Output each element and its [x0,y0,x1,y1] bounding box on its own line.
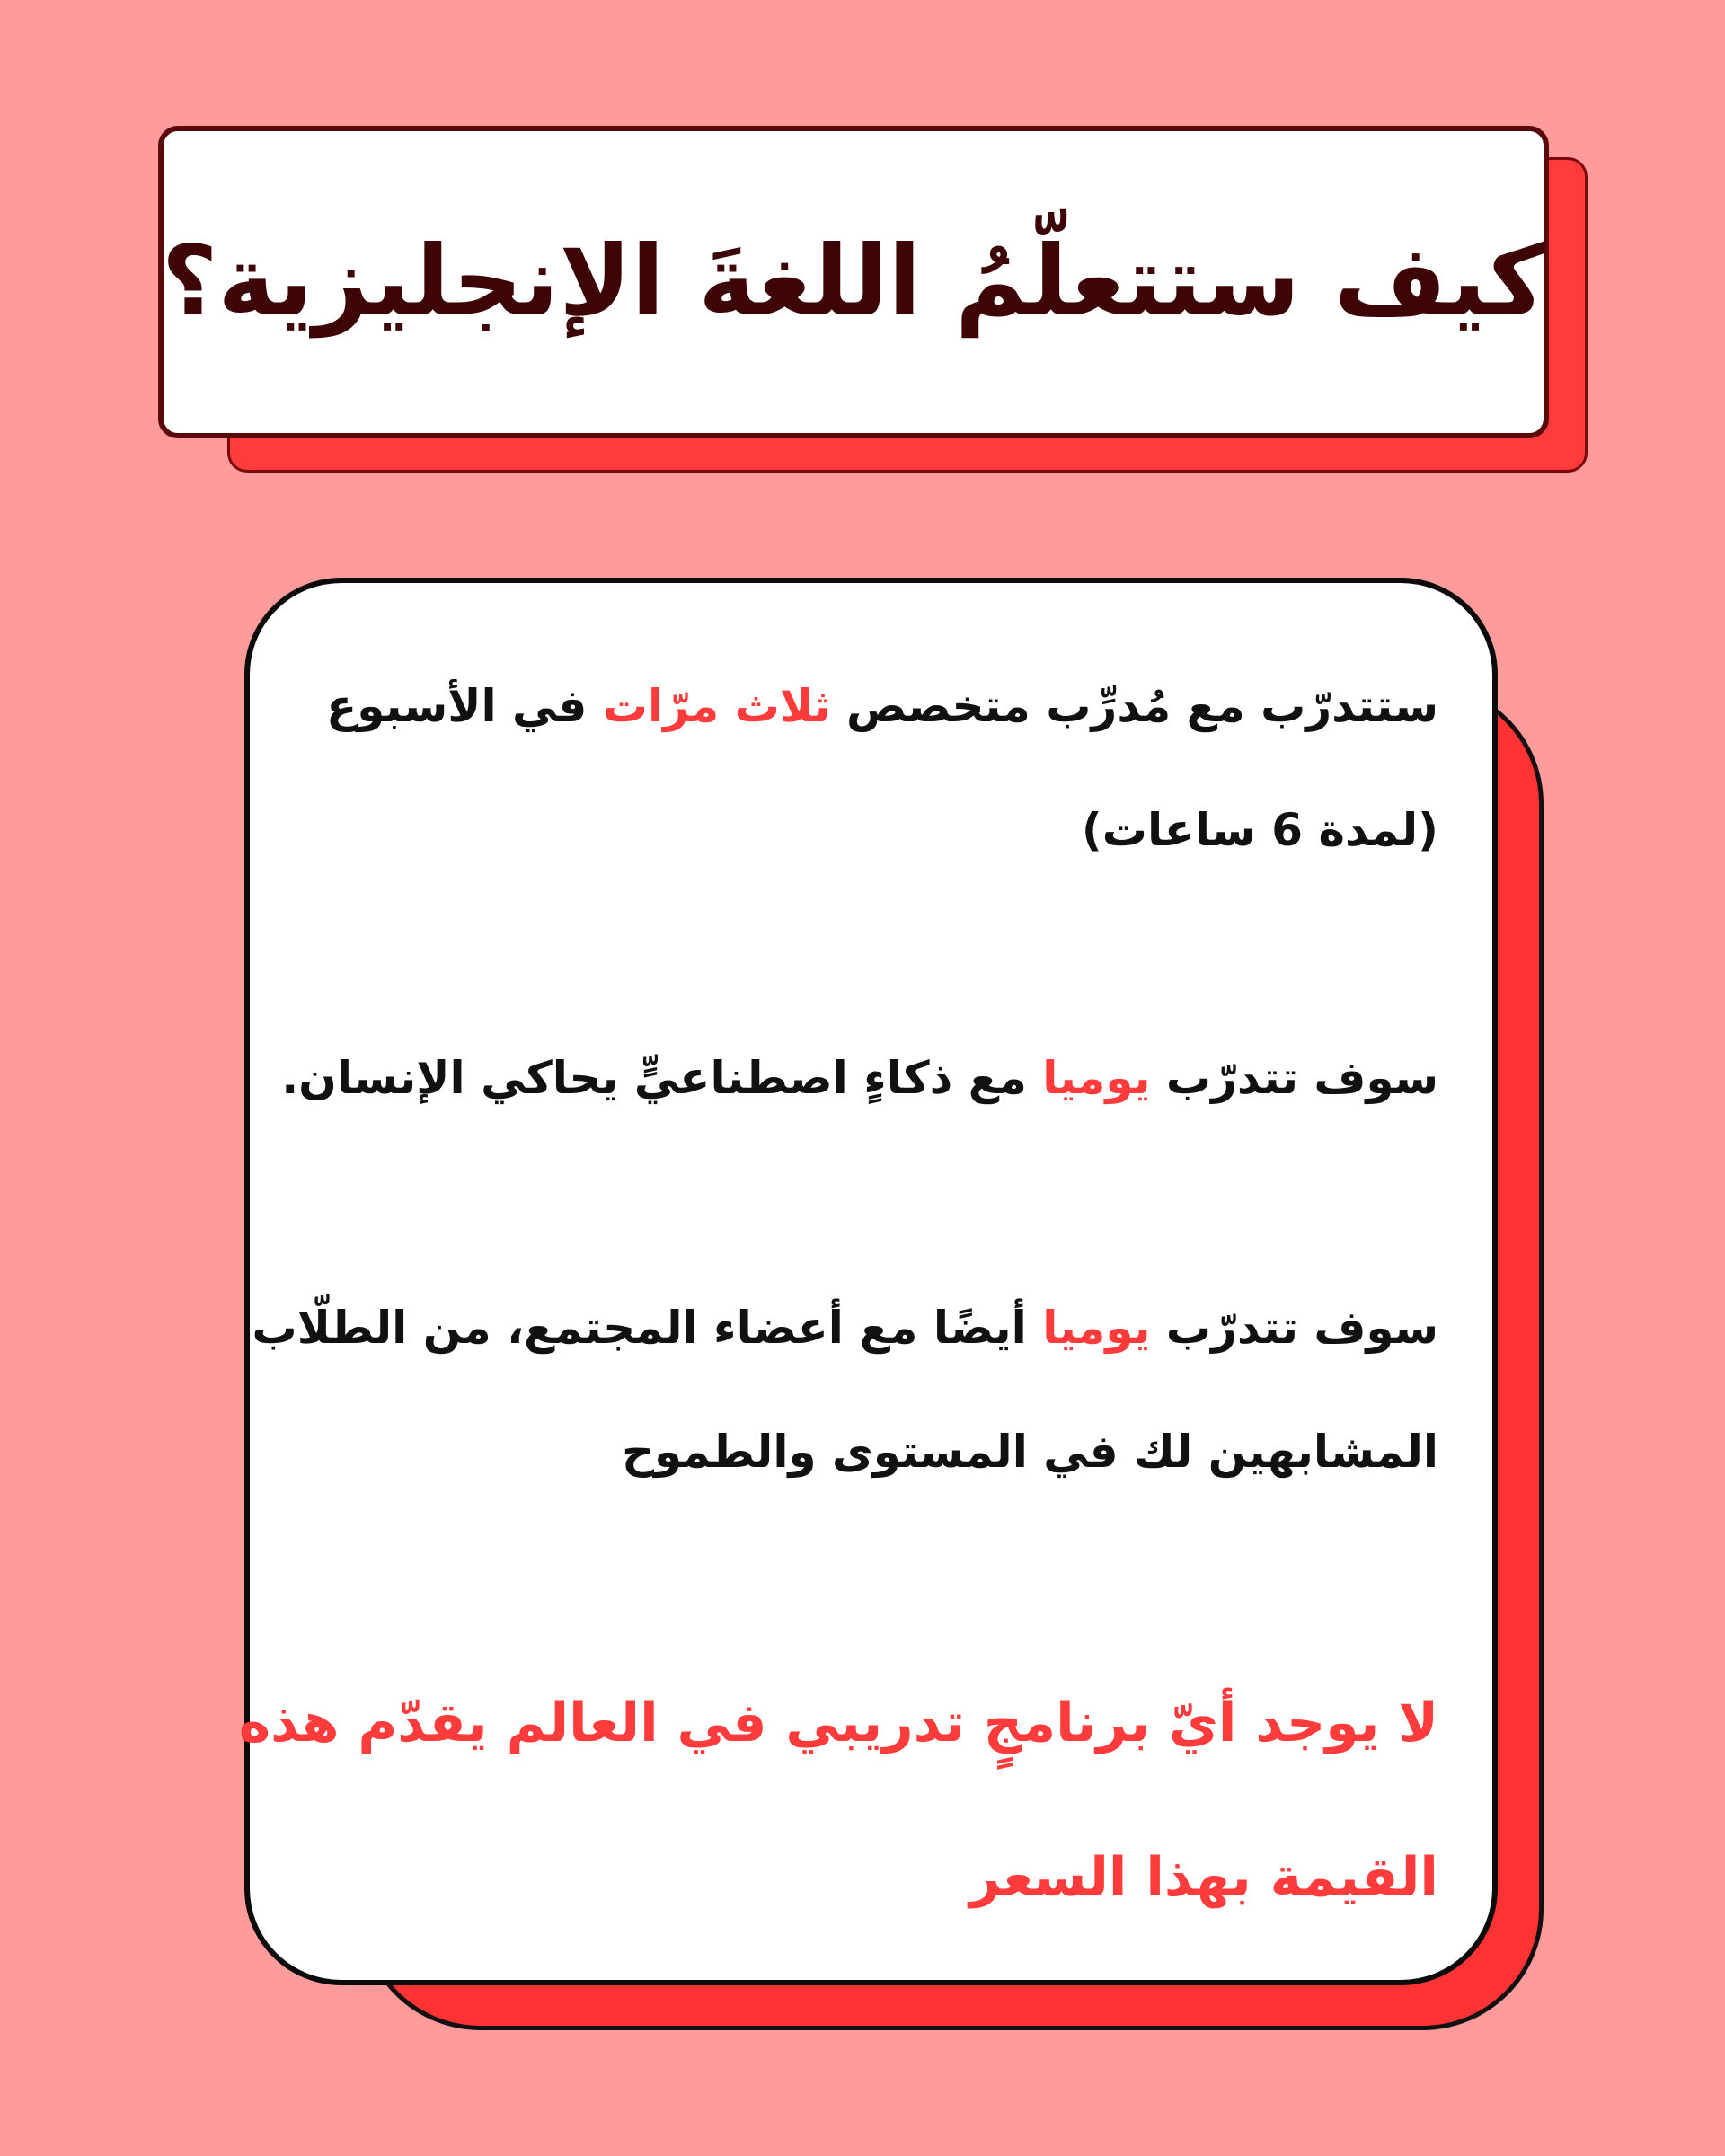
feature-community-peers: المشابهين لك في المستوى والطموح [621,1426,1438,1478]
feature-community-line: سوف تتدرّب يوميا أيضًا مع أعضاء المجتمع، من الطلّاب [252,1302,1438,1354]
feature-community-practice [252,1266,1438,1514]
title-card [158,126,1549,438]
closing-statement [238,1646,1438,1955]
closing-line-1: لا يوجد أيّ برنامجٍ تدريبي في العالم يقدّم هذه [238,1692,1438,1754]
content-card [238,578,1498,1985]
feature-ai-line: سوف تتدرّب يوميا مع ذكاءٍ اصطناعيٍّ يحاكي الإنسان. [281,1052,1438,1104]
feature-coach-line: ستتدرّب مع مُدرِّب متخصص ثلاث مرّات في الأسبوع [326,680,1438,732]
highlight-three-times: ثلاث مرّات [602,680,831,732]
feature-ai-practice [279,1016,1438,1140]
feature-coach-duration: (لمدة 6 ساعات) [1081,804,1438,856]
highlight-daily-community: يوميا [1042,1302,1151,1354]
page-title: كيف ستتعلّمُ اللغةَ الإنجليزية؟ [161,225,1546,339]
closing-line-2: القيمة بهذا السعر [969,1846,1438,1909]
feature-coach-sessions [279,644,1438,892]
highlight-daily-ai: يوميا [1042,1052,1151,1104]
